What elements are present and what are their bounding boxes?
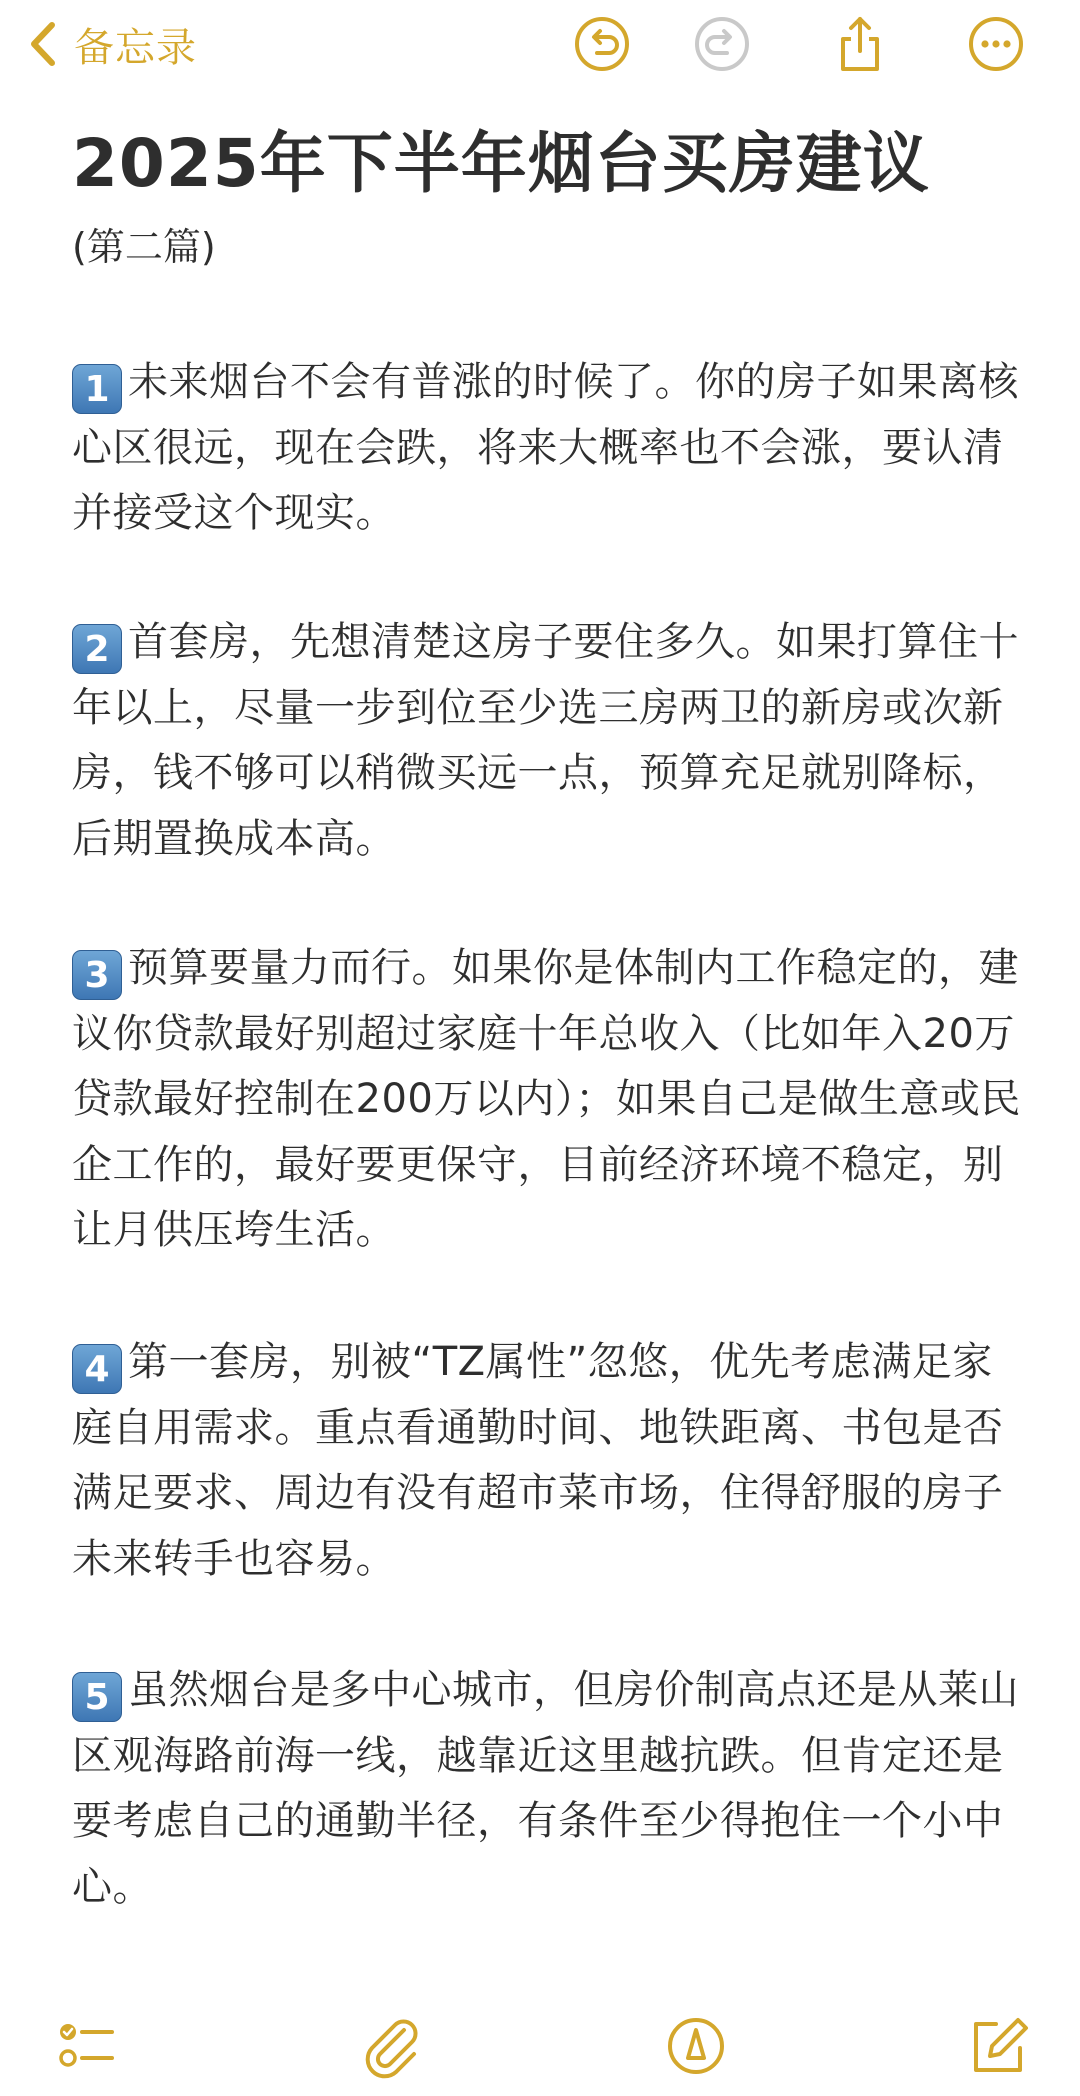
number-1-badge: 1 (72, 364, 122, 414)
markup-icon (664, 2014, 728, 2078)
number-2-badge: 2 (72, 624, 122, 674)
note-item-4 (72, 1330, 1032, 1592)
more-icon (967, 15, 1025, 73)
compose-icon (966, 2014, 1030, 2078)
number-3-badge: 3 (72, 950, 122, 1000)
note-item-3 (72, 936, 1032, 1264)
top-toolbar (0, 0, 1080, 90)
markup-button[interactable] (660, 2010, 732, 2082)
note-item-2 (72, 610, 1032, 872)
number-4-badge: 4 (72, 1344, 122, 1394)
note-title: 2025年下半年烟台买房建议 (72, 125, 930, 202)
undo-button[interactable] (572, 14, 632, 74)
chevron-left-icon (26, 19, 60, 69)
note-item-text: 虽然烟台是多中心城市，但房价制高点还是从莱山区观海路前海一线，越靠近这里越抗跌。但肯定还是要考虑自己的通勤半径，有条件至少得抱住一个小中心。 (72, 1667, 1019, 1910)
back-button[interactable] (26, 14, 197, 74)
attachment-button[interactable] (356, 2010, 428, 2082)
back-button-label: 备忘录 (74, 24, 197, 71)
share-icon (831, 15, 889, 73)
note-item-text: 首套房，先想清楚这房子要住多久。如果打算住十年以上，尽量一步到位至少选三房两卫的新房或次新房，钱不够可以稍微买远一点，预算充足就别降标，后期置换成本高。 (72, 619, 1019, 862)
attachment-icon (360, 2014, 424, 2078)
checklist-button[interactable] (50, 2010, 122, 2082)
note-item-5 (72, 1658, 1032, 1920)
note-item-text: 未来烟台不会有普涨的时候了。你的房子如果离核心区很远，现在会跌，将来大概率也不会涨，要认清并接受这个现实。 (72, 359, 1019, 536)
number-5-badge: 5 (72, 1672, 122, 1722)
checklist-icon (54, 2014, 118, 2078)
compose-button[interactable] (962, 2010, 1034, 2082)
note-item-text: 预算要量力而行。如果你是体制内工作稳定的，建议你贷款最好别超过家庭十年总收入（比如年入20万贷款最好控制在200万以内）；如果自己是做生意或民企工作的，最好要更保守，目前经济环境不稳定，别让月供压垮生活。 (72, 945, 1021, 1253)
note-item-text: 第一套房，别被“TZ属性”忽悠，优先考虑满足家庭自用需求。重点看通勤时间、地铁距离、书包是否满足要求、周边有没有超市菜市场，住得舒服的房子未来转手也容易。 (72, 1339, 1004, 1582)
more-button[interactable] (966, 14, 1026, 74)
redo-icon (693, 15, 751, 73)
note-item-1 (72, 350, 1032, 547)
note-body[interactable] (72, 118, 1032, 1910)
share-button[interactable] (830, 14, 890, 74)
note-subtitle: (第二篇) (72, 225, 216, 269)
bottom-toolbar (0, 2010, 1080, 2090)
undo-icon (573, 15, 631, 73)
redo-button[interactable] (692, 14, 752, 74)
